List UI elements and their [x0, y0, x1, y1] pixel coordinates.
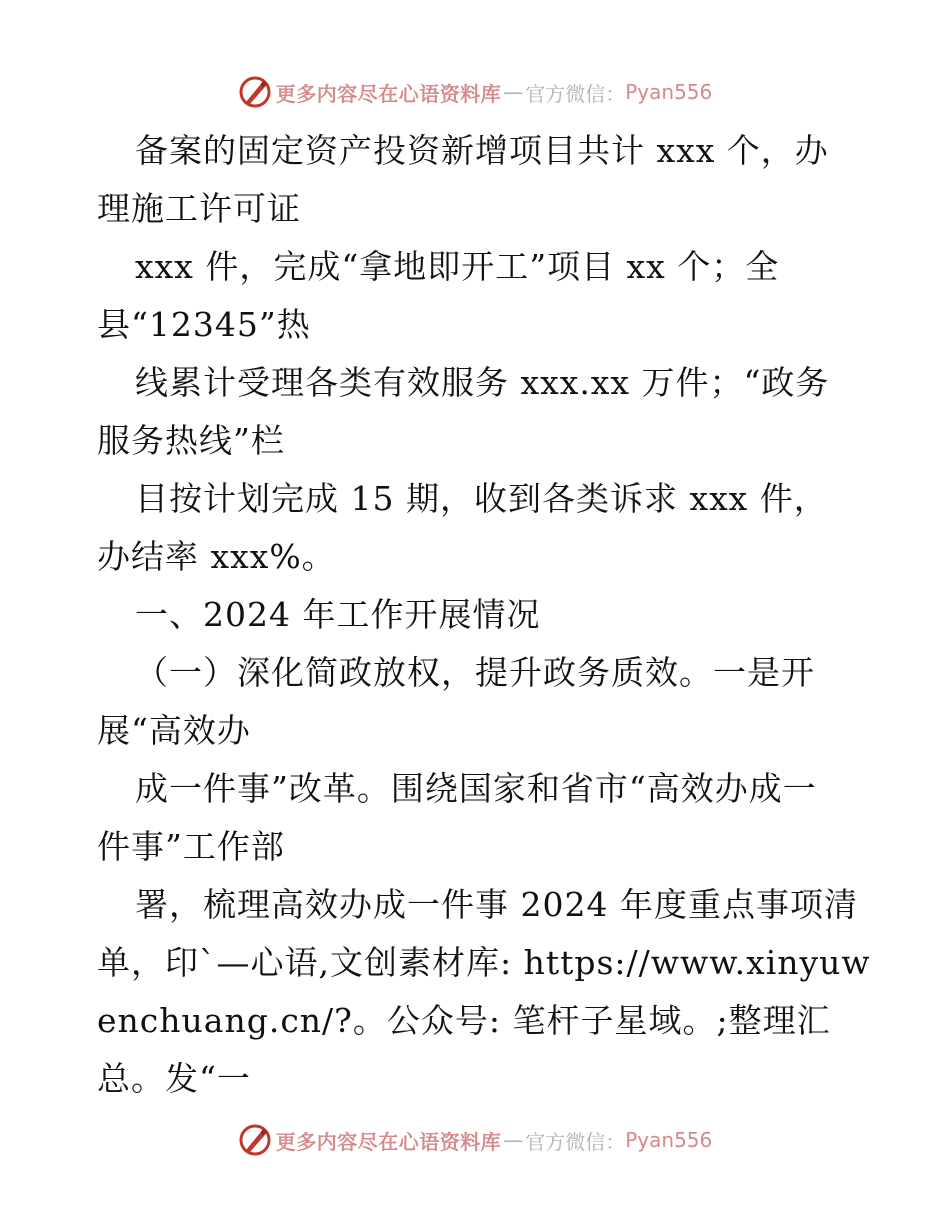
body-line: 展“高效办 [97, 711, 251, 750]
body-line: 线累计受理各类有效服务 xxx.xx 万件；“政务 [135, 363, 830, 402]
header-wechat-label: 官方微信： [525, 81, 626, 106]
body-line: xxx 件，完成“拿地即开工”项目 xx 个；全 [135, 247, 780, 286]
header-banner [0, 72, 950, 112]
pen-logo-icon [238, 75, 272, 109]
body-line: 备案的固定资产投资新增项目共计 xxx 个，办 [135, 131, 829, 170]
body-line: 件事”工作部 [97, 827, 285, 866]
body-line: 署，梳理高效办成一件事 2024 年度重点事项清 [135, 885, 858, 924]
header-separator: — [503, 80, 524, 104]
body-line: 成一件事”改革。围绕国家和省市“高效办成一 [135, 769, 817, 808]
body-line: 理施工许可证 [97, 189, 301, 228]
body-line: 县“12345”热 [97, 305, 311, 344]
footer-separator: — [503, 1128, 524, 1152]
document-body [97, 122, 871, 1108]
footer-wechat-id: Pyan556 [625, 1128, 713, 1152]
body-line: 单，印`—心语,文创素材库: https://www.xinyuw [97, 943, 871, 982]
body-line: 目按计划完成 15 期，收到各类诉求 xxx 件， [135, 479, 828, 518]
header-wechat-id: Pyan556 [625, 80, 713, 104]
footer-banner [0, 1120, 950, 1160]
section-heading: 一、2024 年工作开展情况 [135, 595, 541, 634]
pen-logo-icon [238, 1123, 272, 1157]
body-line: enchuang.cn/?。公众号: 笔杆子星域。;整理汇 [97, 1001, 831, 1040]
footer-brand-text: 更多内容尽在心语资料库 [275, 1129, 502, 1154]
body-line: 办结率 xxx%。 [97, 537, 336, 576]
footer-wechat-label: 官方微信： [525, 1129, 626, 1154]
header-brand-text: 更多内容尽在心语资料库 [275, 81, 502, 106]
body-line: 总。发“一 [97, 1059, 251, 1098]
body-line: 服务热线”栏 [97, 421, 285, 460]
body-line: （一）深化简政放权，提升政务质效。一是开 [135, 653, 815, 692]
